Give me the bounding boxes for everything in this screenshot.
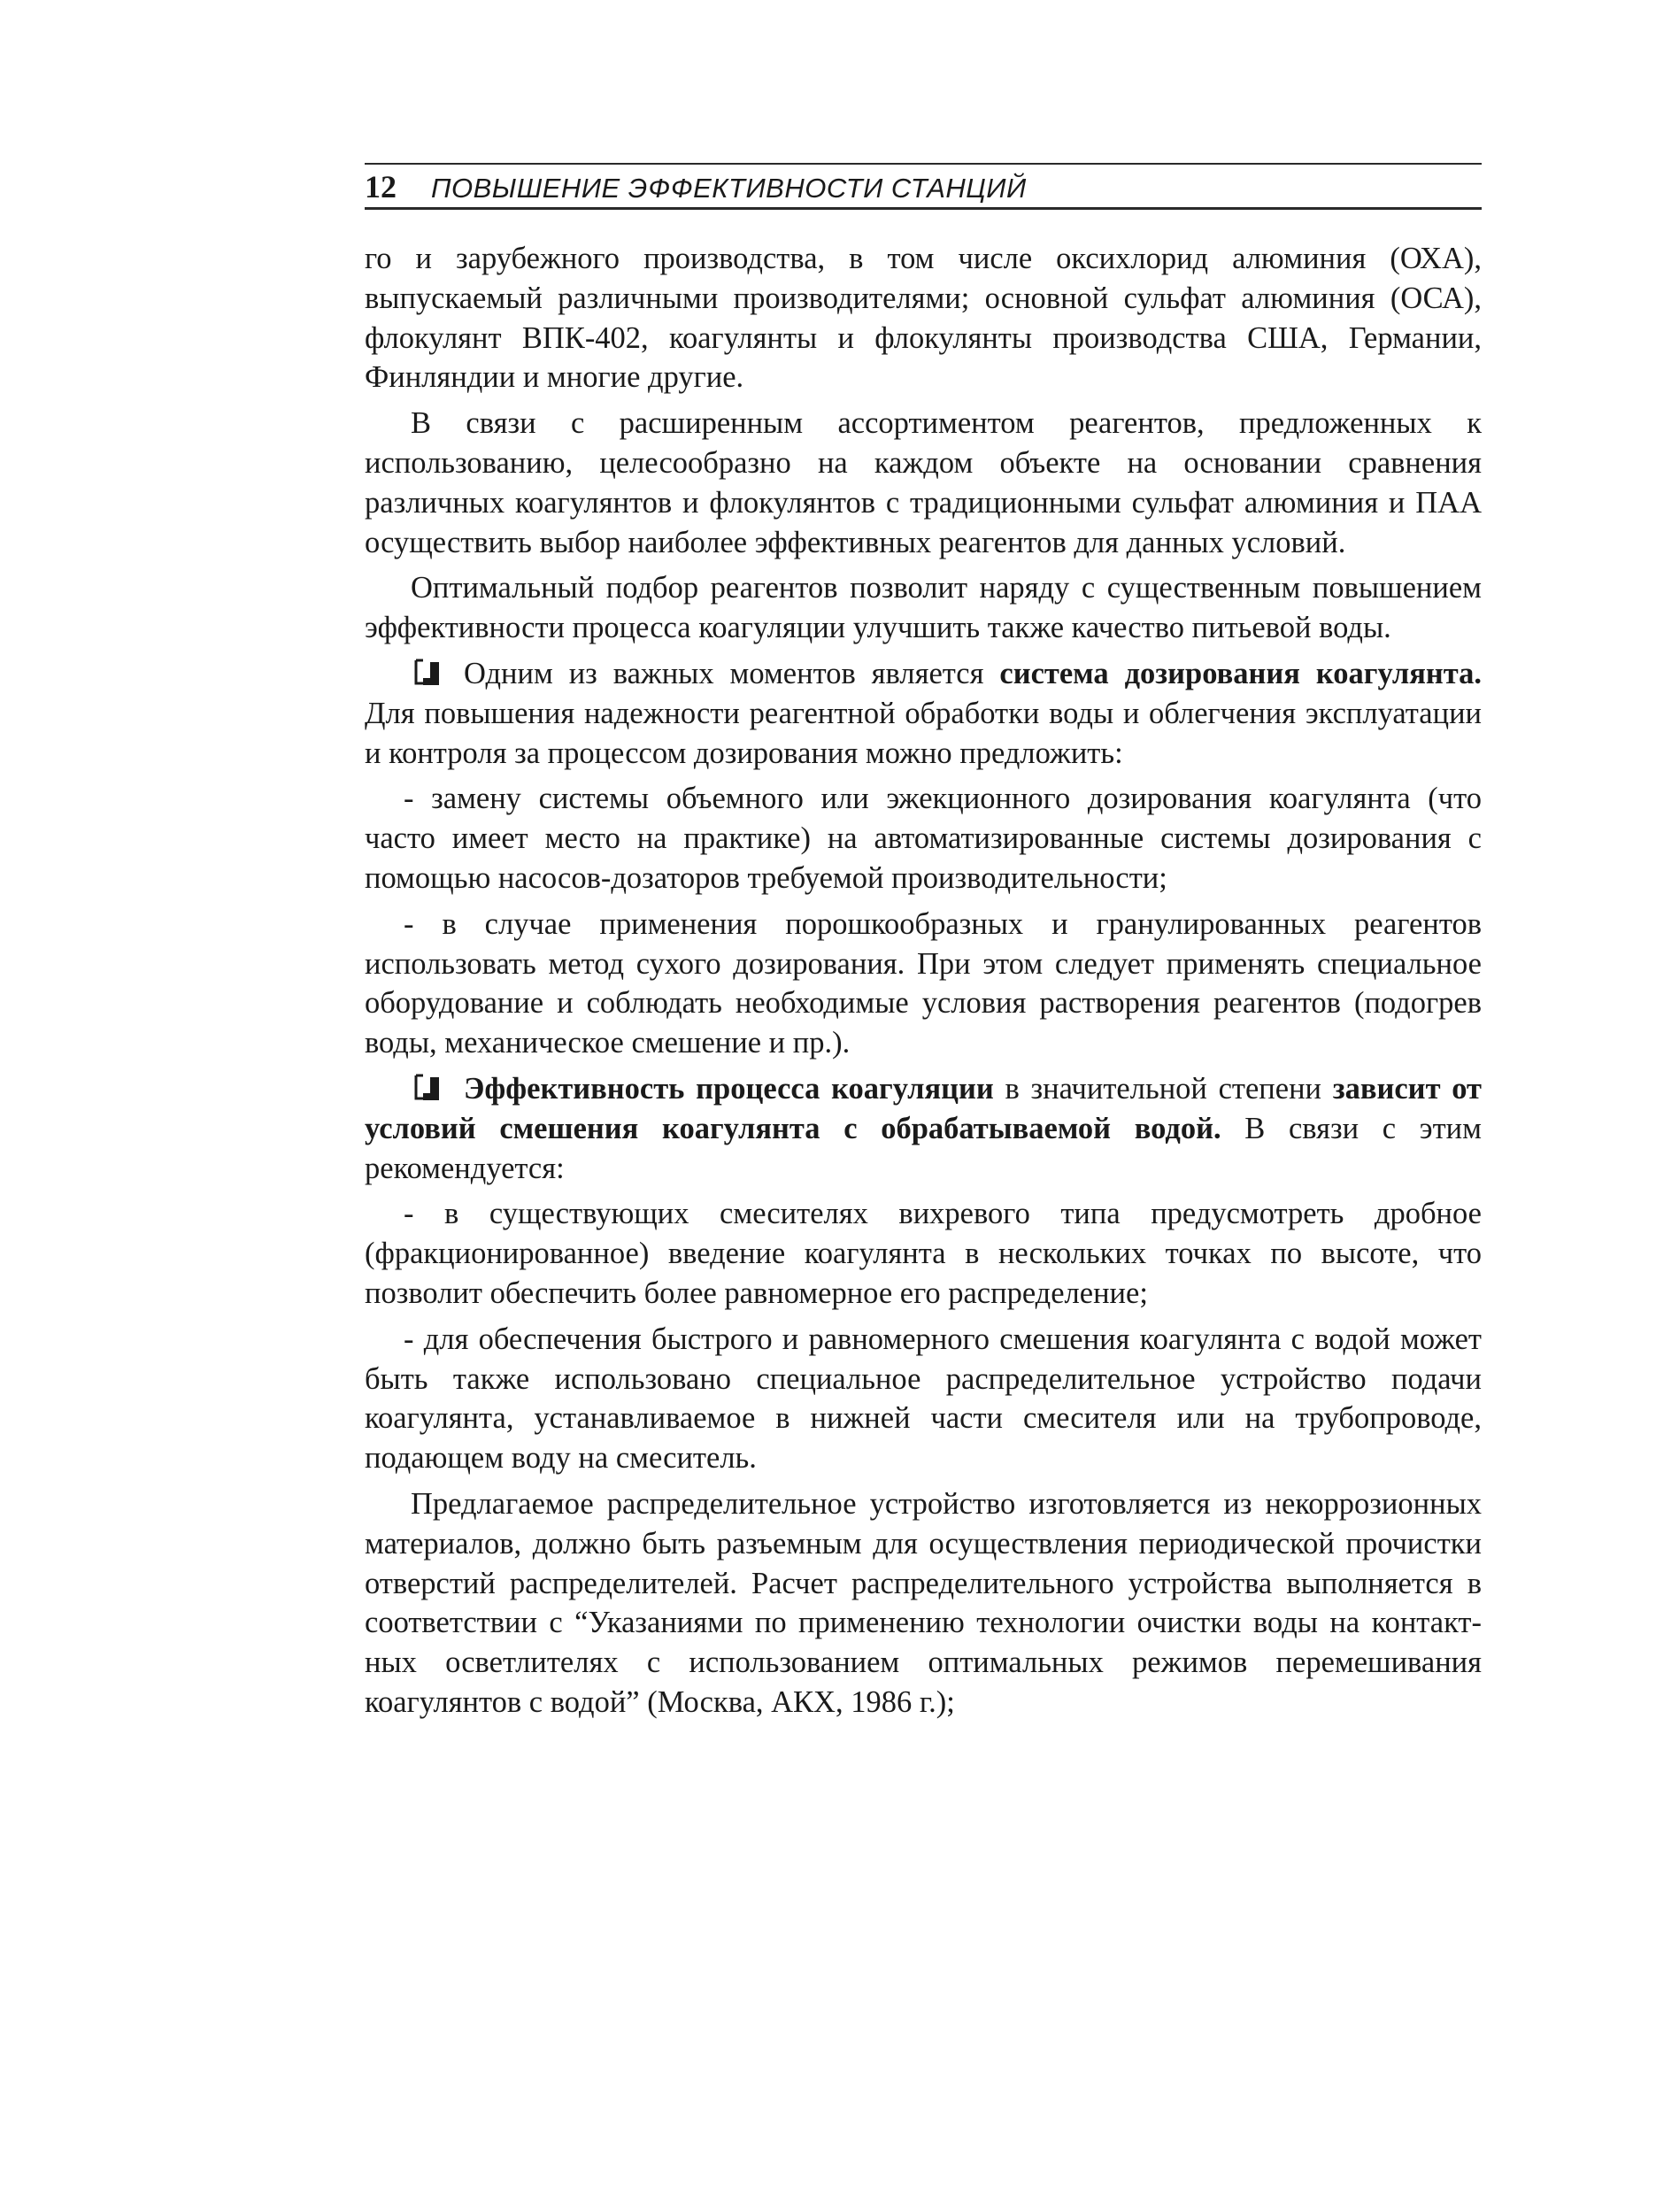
document-box-icon: [411, 657, 446, 687]
header-rule-top: [365, 163, 1482, 165]
list-item-dry-dosing: - в случае применения порошкообразных и гранулированных реагентов использовать метод сухого дозирования. При этом следует применять специальное оборудование и соблюдать необходимые условия растворения реагентов (подогрев воды, механическое смешение и пр.).: [365, 906, 1482, 1060]
list-item-fractional-introduction: - в существующих смесителях вихревого типа предусмотреть дробное (фракционированное) введение коагулянта в нескольких точках по высоте, что позволит обеспечить более равномерное его распределение;: [365, 1197, 1482, 1310]
header-rule-bottom: [365, 207, 1482, 210]
dosing-rest-text: Для повышения надежности реагентной обработки воды и облегчения эксплуатации и контроля за процессом дозирования можно предложить:: [365, 696, 1482, 770]
running-header: [365, 163, 1482, 212]
mixing-bold-term-2: зависит от условий смешения коагулянта с обрабатываемой водой.: [365, 1071, 1482, 1145]
mixing-mid-text: в значительной степени: [993, 1071, 1333, 1106]
paragraph-mixing-conditions: [365, 1069, 1482, 1188]
document-box-icon: [411, 1072, 446, 1102]
mixing-bold-term-1: Эффективность процесса коагуляции: [464, 1071, 994, 1106]
page-body: [365, 239, 1482, 1729]
paragraph-dosing-system: [365, 654, 1482, 773]
paragraph-optimal-selection: Оптимальный подбор реагентов позволит наряду с существенным повышением эффективности процесса коагуляции улучшить также качество питьевой воды.: [365, 571, 1482, 645]
paragraph-reagent-range: В связи с расширенным ассортиментом реагентов, предложенных к использованию, целесообразно на каждом объекте на основании сравнения различных коагулянтов и флокулянтов с традиционными сульфат алюминия и ПАА осуществить выбор наиболее эффективных реагентов для данных условий.: [365, 406, 1482, 559]
dosing-bold-term: система дозирования коагулянта.: [999, 656, 1482, 690]
list-item-automated-dosing: - замену системы объемного или эжекционного дозирования коагулянта (что часто имеет место на практике) на автоматизированные системы дозирования с помощью насосов-дозаторов требуемой производительности;: [365, 782, 1482, 895]
mixing-rest-text: В связи с этим рекомендуется:: [365, 1111, 1482, 1185]
running-title: ПОВЫШЕНИЕ ЭФФЕКТИВНОСТИ СТАНЦИЙ: [431, 173, 1027, 204]
paragraph-device-description: Предлагаемое распределительное устройство изготовляется из некоррозионных материалов, должно быть разъемным для осуществления периодической прочистки отверстий распределителей. Расчет распределительного устройства выполняется в соответствии с “Указаниями по применению технологии очистки воды на контактных осветлителях с использованием оптимальных режимов перемешивания коагулянтов с водой” (Москва, АКХ, 1986 г.);: [365, 1486, 1482, 1719]
dosing-lead-text: Одним из важных моментов является: [464, 656, 1000, 690]
page-number: 12: [365, 169, 397, 204]
paragraph-continuation: го и зарубежного производства, в том числе оксихлорид алюминия (ОХА), выпускаемый различными производителями; основной сульфат алюминия (ОСА), флокулянт ВПК-402, коагулянты и флокулянты производства США, Германии, Финляндии и многие другие.: [365, 242, 1482, 395]
list-item-distribution-device: - для обеспечения быстрого и равномерного смешения коагулянта с водой может быть также использовано специальное распределительное устройство подачи коагулянта, устанавливаемое в нижней части смесителя или на трубопроводе, подающем воду на смеситель.: [365, 1322, 1482, 1476]
